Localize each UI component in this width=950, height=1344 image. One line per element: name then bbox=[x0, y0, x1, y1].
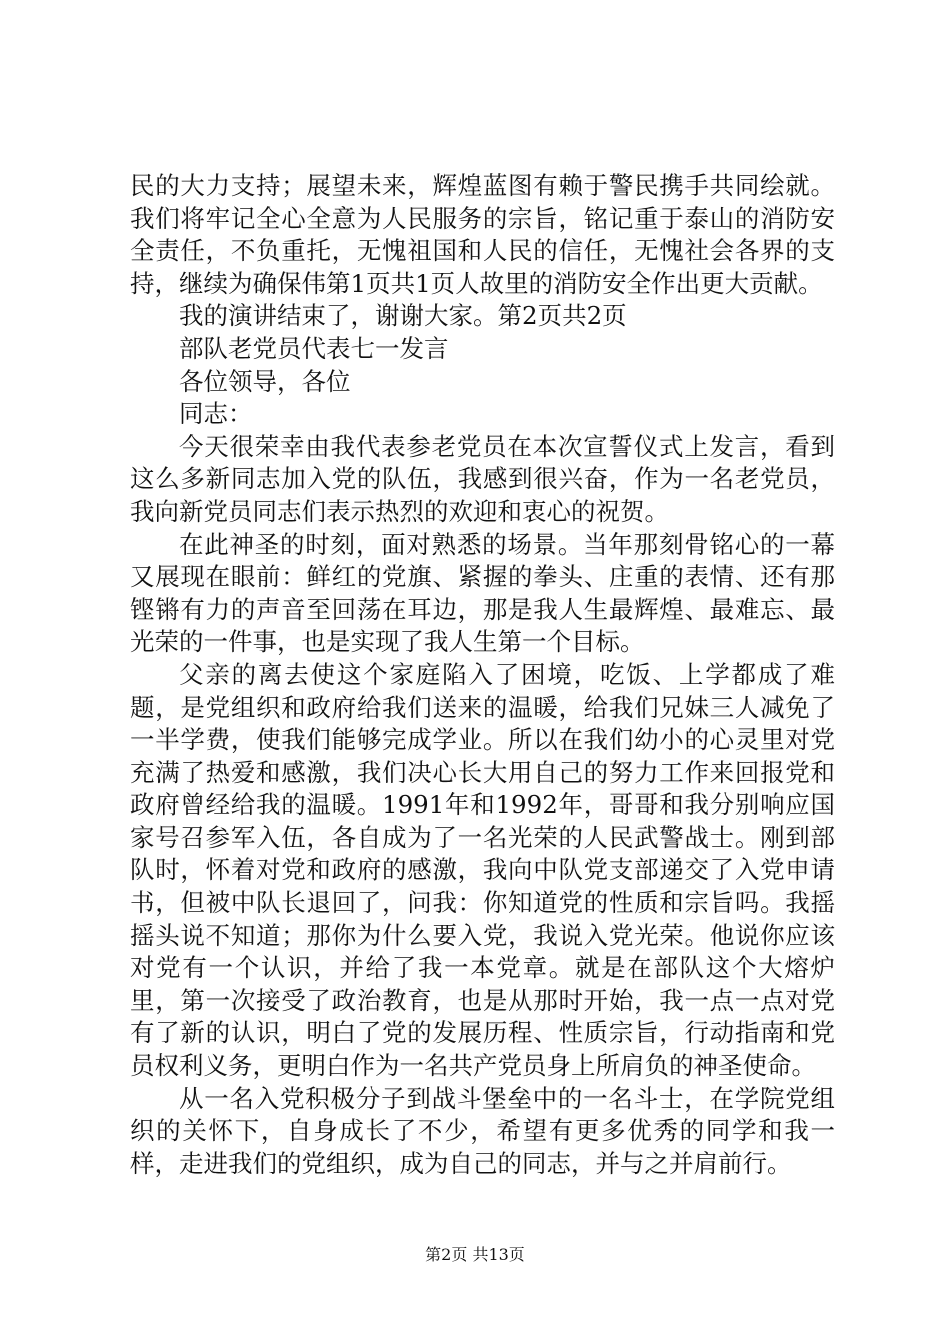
paragraph-1: 民的大力支持；展望未来，辉煌蓝图有赖于警民携手共同绘就。我们将牢记全心全意为人民服务的宗旨，铭记重于泰山的消防安全责任，不负重托，无愧祖国和人民的信任，无愧社会各界的支持，继续为确保伟第1页共1页人故里的消防安全作出更大贡献。 bbox=[130, 171, 835, 298]
paragraph-8: 父亲的离去使这个家庭陷入了困境，吃饭、上学都成了难题，是党组织和政府给我们送来的温暖，给我们兄妹三人减免了一半学费，使我们能够完成学业。所以在我们幼小的心灵里对党充满了热爱和感激，我们决心长大用自己的努力工作来回报党和政府曾经给我的温暖。1991年和1992年，哥哥和我分别响应国家号召参军入伍，各自成为了一名光荣的人民武警战士。刚到部队时，怀着对党和政府的感激，我向中队党支部递交了入党申请书，但被中队长退回了，问我：你知道党的性质和宗旨吗。我摇摇头说不知道；那你为什么要入党，我说入党光荣。他说你应该对党有一个认识，并给了我一本党章。就是在部队这个大熔炉里，第一次接受了政治教育，也是从那时开始，我一点一点对党有了新的认识，明白了党的发展历程、性质宗旨，行动指南和党员权利义务，更明白作为一名共产党员身上所肩负的神圣使命。 bbox=[130, 659, 835, 1081]
page-footer: 第2页 共13页 bbox=[425, 1245, 525, 1264]
paragraph-6: 今天很荣幸由我代表参老党员在本次宣誓仪式上发言，看到这么多新同志加入党的队伍，我感到很兴奋，作为一名老党员，我向新党员同志们表示热烈的欢迎和衷心的祝贺。 bbox=[130, 431, 835, 526]
paragraph-9: 从一名入党积极分子到战斗堡垒中的一名斗士，在学院党组织的关怀下，自身成长了不少，希望有更多优秀的同学和我一样，走进我们的党组织，成为自己的同志，并与之并肩前行。 bbox=[130, 1083, 835, 1178]
salutation-line-1: 各位领导，各位 bbox=[179, 366, 351, 396]
speech-title: 部队老党员代表七一发言 bbox=[179, 333, 449, 363]
paragraph-7: 在此神圣的时刻，面对熟悉的场景。当年那刻骨铭心的一幕又展现在眼前：鲜红的党旗、紧握的拳头、庄重的表情、还有那铿锵有力的声音至回荡在耳边，那是我人生最辉煌、最难忘、最光荣的一件事，也是实现了我人生第一个目标。 bbox=[130, 529, 835, 657]
salutation-line-2: 同志： bbox=[179, 399, 253, 429]
paragraph-2: 我的演讲结束了，谢谢大家。第2页共2页 bbox=[179, 301, 627, 331]
document-body bbox=[130, 170, 835, 1180]
